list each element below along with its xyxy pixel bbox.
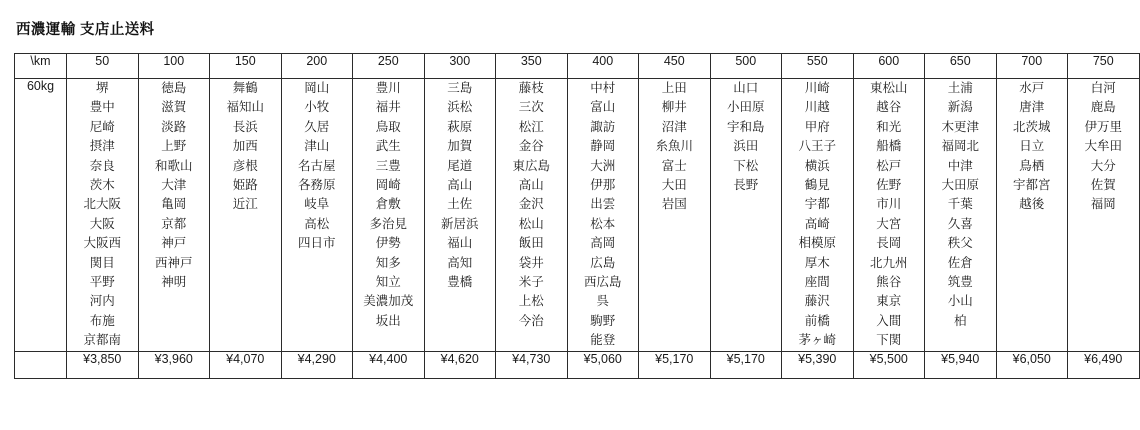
city-list	[925, 79, 996, 331]
city-name: 伊那	[590, 178, 616, 193]
city-name: 筑豊	[947, 275, 973, 290]
city-name: 豊橋	[447, 275, 473, 290]
city-name: 呉	[596, 294, 609, 309]
city-cell	[782, 79, 854, 352]
city-name: 出雲	[590, 197, 616, 212]
city-name: 岡山	[304, 81, 330, 95]
table-footer	[15, 351, 1140, 378]
price-row	[15, 351, 1140, 378]
city-name: 武生	[375, 139, 401, 154]
city-name: 下関	[876, 333, 902, 348]
distance-header: 600	[853, 54, 925, 79]
city-name: 豊川	[375, 81, 401, 95]
city-name: 佐賀	[1090, 178, 1116, 193]
city-name: 舞鶴	[232, 81, 258, 95]
city-list	[782, 79, 853, 351]
city-name: 久喜	[947, 216, 973, 231]
city-name: 布施	[89, 313, 115, 328]
city-name: 大田原	[941, 178, 979, 193]
city-name: 新潟	[947, 100, 973, 115]
distance-header: 500	[710, 54, 782, 79]
city-name: 船橋	[876, 139, 902, 154]
city-list	[997, 79, 1068, 215]
city-name: 河内	[89, 294, 115, 309]
city-list	[67, 79, 138, 351]
city-name: 沼津	[661, 119, 687, 134]
city-name: 萩原	[447, 119, 473, 134]
city-name: 松戸	[876, 158, 902, 173]
city-name: 小牧	[304, 100, 330, 115]
city-cell	[424, 79, 496, 352]
city-name: 西広島	[583, 275, 622, 290]
city-name: 平野	[89, 275, 115, 290]
city-name: 三豊	[375, 158, 401, 173]
city-name: 能登	[590, 333, 616, 348]
city-list	[568, 79, 639, 351]
city-name: 甲府	[804, 119, 830, 134]
distance-header: 100	[138, 54, 210, 79]
distance-header: 150	[210, 54, 282, 79]
city-name: 富山	[590, 100, 616, 115]
city-name: 米子	[518, 275, 544, 290]
city-name: 秩父	[947, 236, 973, 251]
price-cell: ¥3,960	[138, 351, 210, 378]
city-name: 松本	[590, 216, 616, 231]
city-name: 姫路	[232, 178, 258, 193]
city-name: 西神戸	[154, 255, 193, 270]
city-name: 福山	[447, 236, 473, 251]
city-name: 八王子	[798, 139, 836, 154]
city-name: 座間	[804, 275, 830, 290]
distance-header: 750	[1068, 54, 1140, 79]
city-list	[425, 79, 496, 292]
city-name: 四日市	[297, 236, 336, 251]
distance-header: 250	[353, 54, 425, 79]
city-name: 茨木	[89, 178, 115, 193]
city-name: 加賀	[447, 139, 473, 154]
city-name: 知多	[375, 255, 401, 270]
city-name: 金谷	[518, 139, 544, 154]
city-name: 長浜	[232, 119, 258, 134]
city-name: 佐倉	[947, 255, 973, 270]
city-name: 静岡	[590, 139, 616, 154]
city-name: 大洲	[590, 158, 616, 173]
city-name: 尼崎	[89, 119, 115, 134]
distance-header: 550	[782, 54, 854, 79]
city-name: 柳井	[661, 100, 687, 115]
city-list	[639, 79, 710, 215]
city-name: 多治見	[369, 216, 407, 231]
city-name: 知立	[375, 275, 401, 290]
page-title: 西濃運輸 支店止送料	[16, 22, 155, 38]
city-name: 倉敷	[375, 197, 401, 212]
city-name: 三島	[447, 81, 473, 95]
weight-label: 60kg	[15, 79, 67, 352]
city-name: 千葉	[947, 197, 973, 212]
city-name: 福岡	[1090, 197, 1116, 212]
city-name: 浜松	[447, 100, 473, 115]
city-name: 伊万里	[1084, 119, 1122, 134]
city-name: 高崎	[804, 216, 830, 231]
city-name: 唐津	[1019, 100, 1045, 115]
city-name: 厚木	[804, 255, 830, 270]
city-name: 糸魚川	[655, 139, 693, 154]
distance-header: 650	[925, 54, 997, 79]
city-name: 土佐	[447, 197, 473, 212]
city-cell	[996, 79, 1068, 352]
city-cell	[925, 79, 997, 352]
price-cell: ¥4,730	[496, 351, 568, 378]
city-cell	[210, 79, 282, 352]
city-name: 佐野	[876, 178, 902, 193]
city-name: 東広島	[512, 158, 550, 173]
city-cell	[567, 79, 639, 352]
table-header	[15, 54, 1140, 79]
price-cell: ¥5,060	[567, 351, 639, 378]
city-list	[711, 79, 782, 195]
city-name: 上野	[161, 139, 187, 154]
city-list	[496, 79, 567, 331]
distance-header: 450	[639, 54, 711, 79]
price-cell: ¥6,490	[1068, 351, 1140, 378]
city-name: 美濃加茂	[363, 294, 414, 309]
city-name: 大宮	[876, 216, 902, 231]
city-name: 市川	[876, 197, 902, 212]
price-cell: ¥4,070	[210, 351, 282, 378]
city-list	[1068, 79, 1139, 215]
city-name: 尾道	[447, 158, 473, 173]
city-list	[854, 79, 925, 351]
city-name: 鹿島	[1090, 100, 1116, 115]
city-name: 上田	[661, 81, 687, 95]
city-name: 徳島	[161, 81, 187, 95]
city-name: 岡崎	[375, 178, 401, 193]
city-name: 京都南	[83, 333, 121, 348]
city-name: 大津	[161, 178, 187, 193]
city-name: 北大阪	[83, 197, 121, 212]
corner-label: \km	[15, 54, 67, 79]
city-name: 宇都宮	[1012, 178, 1051, 193]
city-name: 各務原	[297, 178, 336, 193]
city-name: 高山	[447, 178, 473, 193]
city-cell	[496, 79, 568, 352]
city-name: 東京	[876, 294, 902, 309]
city-list	[282, 79, 353, 254]
city-name: 豊中	[89, 100, 115, 115]
price-cell: ¥4,290	[281, 351, 353, 378]
city-name: 神戸	[161, 236, 187, 251]
city-name: 茅ヶ崎	[798, 333, 836, 348]
city-name: 和光	[876, 119, 902, 134]
city-name: 高松	[304, 216, 330, 231]
city-cell	[281, 79, 353, 352]
city-name: 前橋	[804, 313, 830, 328]
city-name: 福岡北	[941, 139, 979, 154]
city-name: 北茨城	[1012, 119, 1051, 134]
city-name: 滋賀	[161, 100, 187, 115]
city-name: 上松	[518, 294, 544, 309]
price-cell: ¥5,390	[782, 351, 854, 378]
city-name: 亀岡	[161, 197, 187, 212]
distance-header: 700	[996, 54, 1068, 79]
city-name: 山口	[733, 81, 759, 95]
city-name: 飯田	[518, 236, 544, 251]
city-name: 神明	[161, 275, 187, 290]
city-name: 大牟田	[1084, 139, 1122, 154]
city-name: 越後	[1019, 197, 1045, 212]
city-name: 広島	[590, 255, 616, 270]
city-cell	[353, 79, 425, 352]
city-name: 松江	[518, 119, 544, 134]
city-name: 大田	[661, 178, 687, 193]
city-name: 相模原	[798, 236, 836, 251]
city-name: 東松山	[869, 81, 908, 95]
city-name: 越谷	[876, 100, 902, 115]
distance-header: 200	[281, 54, 353, 79]
city-name: 藤沢	[804, 294, 830, 309]
table-row	[15, 79, 1140, 352]
city-list	[210, 79, 281, 215]
city-name: 鶴見	[804, 178, 830, 193]
city-cell	[710, 79, 782, 352]
price-cell: ¥5,170	[639, 351, 711, 378]
price-cell: ¥6,050	[996, 351, 1068, 378]
city-cell	[67, 79, 139, 352]
city-name: 浜田	[733, 139, 759, 154]
city-name: 川越	[804, 100, 830, 115]
city-name: 下松	[733, 158, 759, 173]
city-name: 加西	[232, 139, 258, 154]
city-name: 鳥栖	[1019, 158, 1045, 173]
city-name: 水戸	[1019, 81, 1045, 95]
city-name: 大阪西	[83, 236, 121, 251]
price-cell: ¥5,940	[925, 351, 997, 378]
city-name: 横浜	[804, 158, 830, 173]
distance-header: 350	[496, 54, 568, 79]
distance-header: 400	[567, 54, 639, 79]
city-name: 津山	[304, 139, 330, 154]
city-name: 関目	[89, 255, 115, 270]
city-cell	[639, 79, 711, 352]
city-name: 名古屋	[297, 158, 336, 173]
city-name: 宇和島	[726, 119, 765, 134]
city-name: 奈良	[89, 158, 115, 173]
price-cell: ¥3,850	[67, 351, 139, 378]
city-name: 伊勢	[375, 236, 401, 251]
city-name: 熊谷	[876, 275, 902, 290]
city-name: 彦根	[232, 158, 258, 173]
city-name: 近江	[232, 197, 258, 212]
city-name: 福知山	[226, 100, 264, 115]
city-name: 金沢	[518, 197, 544, 212]
city-name: 堺	[95, 81, 109, 95]
city-name: 北九州	[869, 255, 908, 270]
city-name: 松山	[518, 216, 544, 231]
price-cell: ¥4,400	[353, 351, 425, 378]
distance-header: 300	[424, 54, 496, 79]
city-name: 小山	[947, 294, 973, 309]
city-name: 藤枝	[518, 81, 544, 95]
city-name: 宇都	[804, 197, 830, 212]
city-cell	[853, 79, 925, 352]
city-name: 白河	[1090, 81, 1116, 95]
price-cell: ¥5,500	[853, 351, 925, 378]
city-name: 鳥取	[375, 119, 401, 134]
price-cell: ¥4,620	[424, 351, 496, 378]
city-name: 木更津	[941, 119, 979, 134]
city-name: 岩国	[661, 197, 687, 212]
city-list	[353, 79, 424, 331]
city-name: 福井	[375, 100, 401, 115]
header-row	[15, 54, 1140, 79]
city-name: 高岡	[590, 236, 616, 251]
city-cell	[1068, 79, 1140, 352]
distance-header: 50	[67, 54, 139, 79]
city-name: 淡路	[161, 119, 187, 134]
city-name: 袋井	[518, 255, 544, 270]
city-cell	[138, 79, 210, 352]
city-name: 大阪	[89, 216, 115, 231]
city-name: 入間	[876, 313, 902, 328]
table-body	[15, 79, 1140, 352]
price-cell: ¥5,170	[710, 351, 782, 378]
city-name: 新居浜	[440, 216, 479, 231]
city-name: 京都	[161, 216, 187, 231]
city-list	[139, 79, 210, 292]
city-name: 岐阜	[304, 197, 330, 212]
price-row-corner	[15, 351, 67, 378]
city-name: 駒野	[590, 313, 616, 328]
city-name: 日立	[1019, 139, 1045, 154]
city-name: 富士	[661, 158, 687, 173]
city-name: 川崎	[804, 81, 830, 95]
city-name: 中津	[947, 158, 973, 173]
city-name: 大分	[1090, 158, 1116, 173]
city-name: 高山	[518, 178, 544, 193]
city-name: 柏	[953, 313, 967, 328]
city-name: 坂出	[375, 313, 401, 328]
city-name: 土浦	[947, 81, 973, 95]
city-name: 摂津	[89, 139, 115, 154]
city-name: 諏訪	[590, 119, 616, 134]
city-name: 和歌山	[154, 158, 193, 173]
city-name: 今治	[518, 313, 544, 328]
city-name: 長野	[733, 178, 759, 193]
shipping-rate-table	[14, 53, 1140, 379]
city-name: 小田原	[726, 100, 765, 115]
city-name: 中村	[590, 81, 616, 95]
city-name: 長岡	[876, 236, 902, 251]
city-name: 三次	[518, 100, 544, 115]
city-name: 高知	[447, 255, 473, 270]
city-name: 久居	[304, 119, 330, 134]
